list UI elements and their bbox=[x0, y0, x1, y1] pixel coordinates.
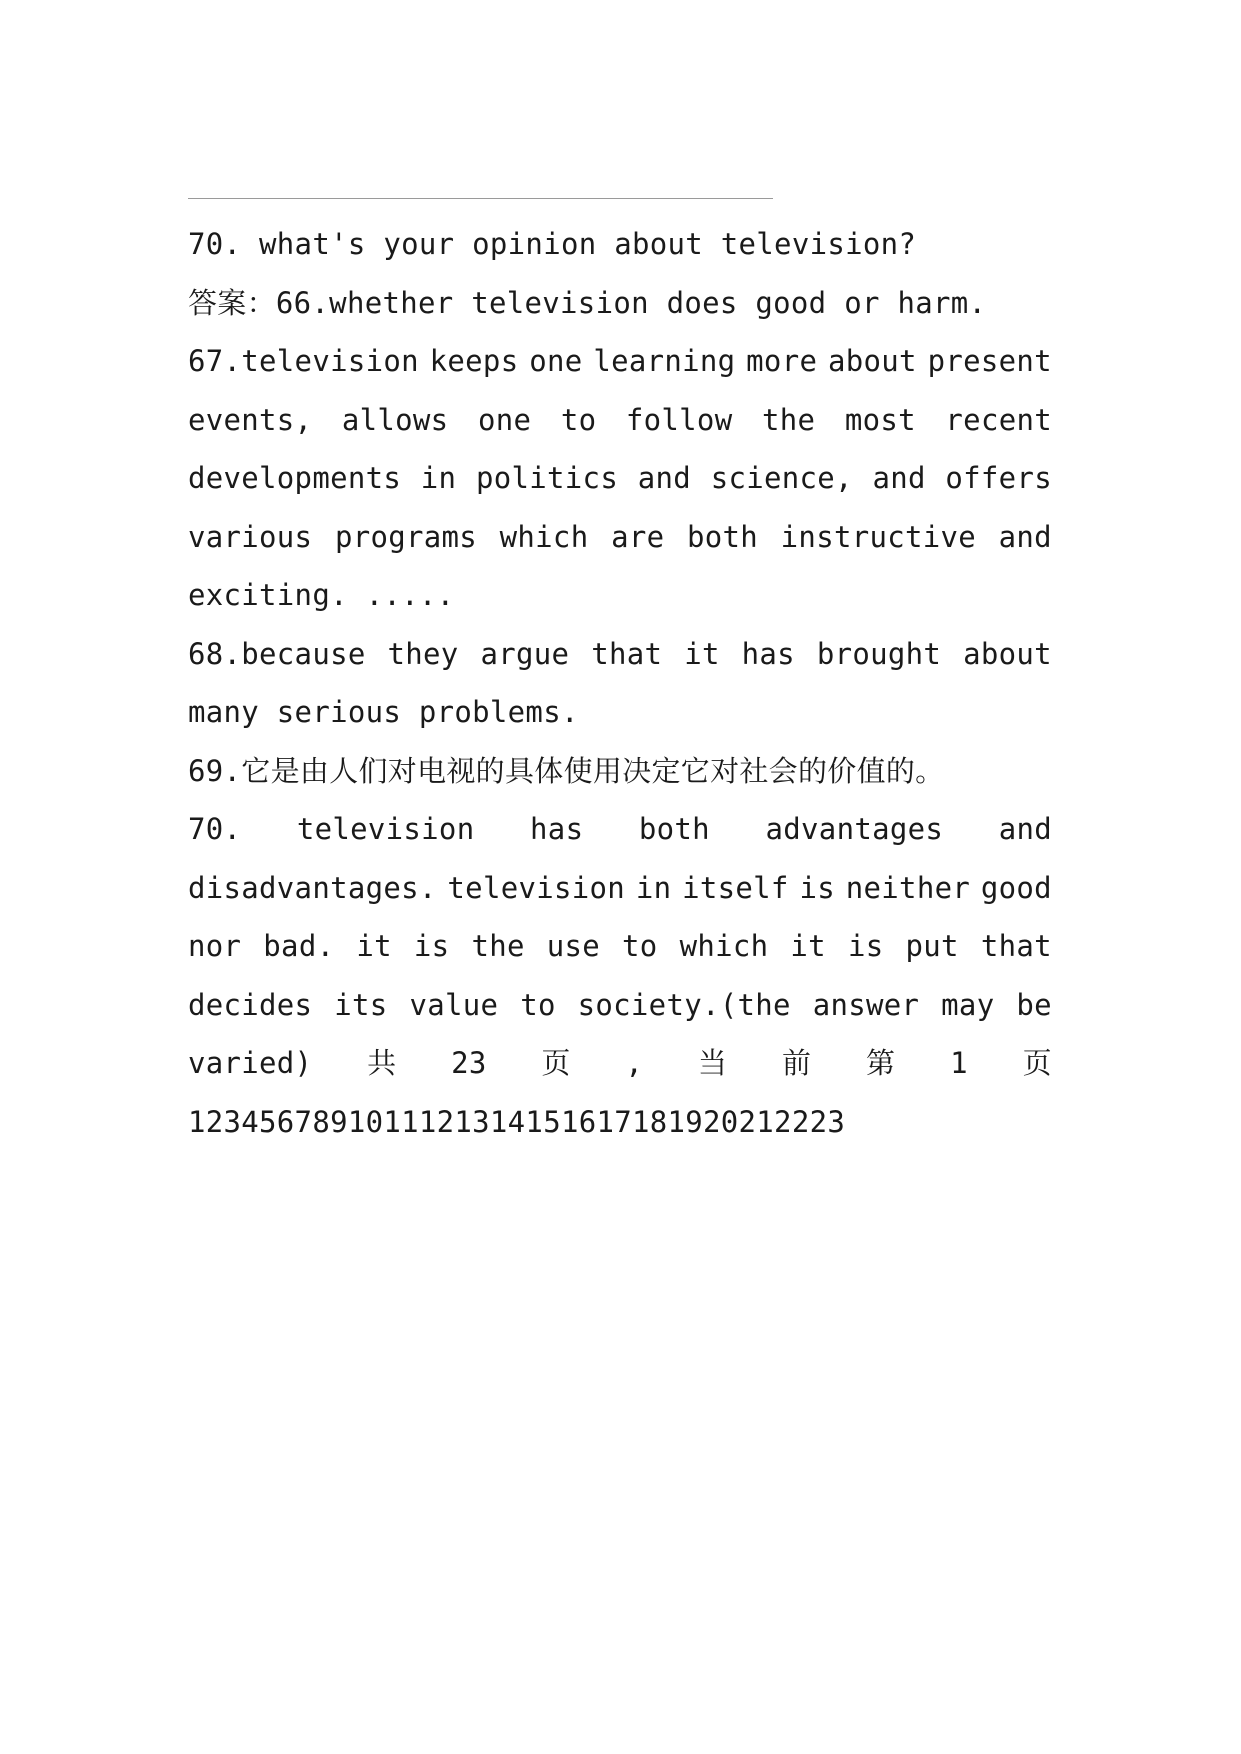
word: 当 bbox=[697, 1046, 728, 1080]
word: offers bbox=[945, 461, 1052, 495]
word: events, bbox=[188, 402, 313, 437]
word: in bbox=[635, 870, 672, 905]
word: it bbox=[356, 929, 392, 963]
answer-69: 69.它是由人们对电视的具体使用决定它对社会的价值的。 bbox=[188, 753, 945, 788]
word: nor bbox=[188, 929, 242, 963]
word: both bbox=[687, 519, 759, 554]
word: instructive bbox=[780, 519, 977, 554]
word: varied) bbox=[188, 1046, 313, 1080]
answer-70-line bbox=[188, 976, 1052, 1035]
word: is bbox=[847, 929, 884, 963]
word: and bbox=[872, 461, 926, 495]
word: 页 bbox=[541, 1046, 571, 1080]
header-divider bbox=[188, 198, 773, 199]
word: disadvantages. bbox=[188, 870, 437, 905]
word: society.(the bbox=[577, 987, 791, 1022]
word: be bbox=[1016, 987, 1052, 1022]
word: developments bbox=[188, 461, 402, 495]
word: 68.because bbox=[188, 636, 366, 671]
word: 70. bbox=[188, 812, 242, 846]
word: science, bbox=[710, 461, 853, 495]
word: value bbox=[409, 987, 499, 1022]
word: 23 bbox=[451, 1046, 487, 1080]
word: neither bbox=[845, 870, 971, 905]
word: 1 bbox=[950, 1046, 968, 1080]
page-number-list: 1234567891011121314151617181920212223 bbox=[188, 1104, 846, 1139]
word: are bbox=[611, 519, 665, 554]
word: to bbox=[622, 929, 658, 963]
word: they bbox=[387, 636, 459, 671]
word: the bbox=[471, 929, 525, 963]
word: one bbox=[477, 402, 532, 437]
word: one bbox=[529, 344, 583, 378]
word: 页 bbox=[1022, 1046, 1052, 1080]
word: which bbox=[679, 929, 769, 963]
word: more bbox=[746, 344, 818, 378]
word: and bbox=[998, 519, 1052, 554]
word: politics bbox=[476, 461, 619, 495]
word: has bbox=[530, 812, 584, 846]
word: various bbox=[188, 519, 313, 554]
answer-70-line bbox=[188, 800, 1052, 859]
word: both bbox=[638, 812, 710, 846]
word: programs bbox=[334, 519, 478, 554]
word: about bbox=[963, 636, 1052, 671]
word: most bbox=[844, 402, 916, 437]
word: 共 bbox=[367, 1046, 397, 1080]
word: the bbox=[762, 402, 816, 437]
word: 前 bbox=[781, 1046, 812, 1080]
word: which bbox=[499, 519, 589, 554]
word: , bbox=[625, 1046, 644, 1080]
word: brought bbox=[816, 636, 942, 671]
word: television bbox=[296, 812, 475, 846]
word: put bbox=[905, 929, 959, 963]
word: recent bbox=[945, 402, 1052, 437]
word: learning bbox=[593, 344, 736, 378]
word: 第 bbox=[866, 1046, 896, 1080]
answer-header: 答案：66.whether television does good or harm. bbox=[188, 285, 987, 320]
word: that bbox=[591, 636, 663, 671]
word: present bbox=[927, 344, 1052, 378]
answer-70-line bbox=[188, 917, 1052, 976]
word: may bbox=[941, 987, 995, 1022]
answer-67-line bbox=[188, 391, 1052, 450]
document-body bbox=[188, 215, 1052, 1151]
word: and bbox=[998, 812, 1052, 846]
word: follow bbox=[625, 402, 733, 437]
answer-70-line bbox=[188, 1034, 1052, 1093]
word: advantages bbox=[765, 812, 944, 846]
answer-68-line bbox=[188, 625, 1052, 684]
word: is bbox=[799, 870, 835, 905]
question-70: 70. what's your opinion about television? bbox=[188, 227, 917, 261]
word: bad. bbox=[263, 929, 335, 963]
answer-67-line bbox=[188, 508, 1052, 567]
word: decides bbox=[188, 987, 313, 1022]
word: that bbox=[980, 929, 1052, 963]
answer-67-line: exciting. ..... bbox=[188, 578, 455, 612]
word: and bbox=[637, 461, 692, 495]
word: to bbox=[560, 402, 597, 437]
word: has bbox=[741, 636, 795, 671]
answer-68-line: many serious problems. bbox=[188, 695, 579, 729]
word: is bbox=[413, 929, 450, 963]
word: itself bbox=[682, 870, 789, 905]
word: to bbox=[520, 987, 556, 1022]
word: it bbox=[684, 636, 720, 671]
word: its bbox=[334, 987, 388, 1022]
answer-67-line bbox=[188, 332, 1052, 391]
word: in bbox=[420, 461, 457, 495]
answer-70-line bbox=[188, 859, 1052, 918]
answer-67-line bbox=[188, 449, 1052, 508]
word: allows bbox=[341, 402, 449, 437]
word: good bbox=[980, 870, 1052, 905]
word: keeps bbox=[429, 344, 519, 378]
word: 67.television bbox=[188, 344, 419, 378]
word: argue bbox=[480, 636, 570, 671]
word: about bbox=[828, 344, 917, 378]
word: it bbox=[790, 929, 826, 963]
word: answer bbox=[812, 987, 920, 1022]
word: television bbox=[447, 870, 626, 905]
word: use bbox=[546, 929, 601, 963]
